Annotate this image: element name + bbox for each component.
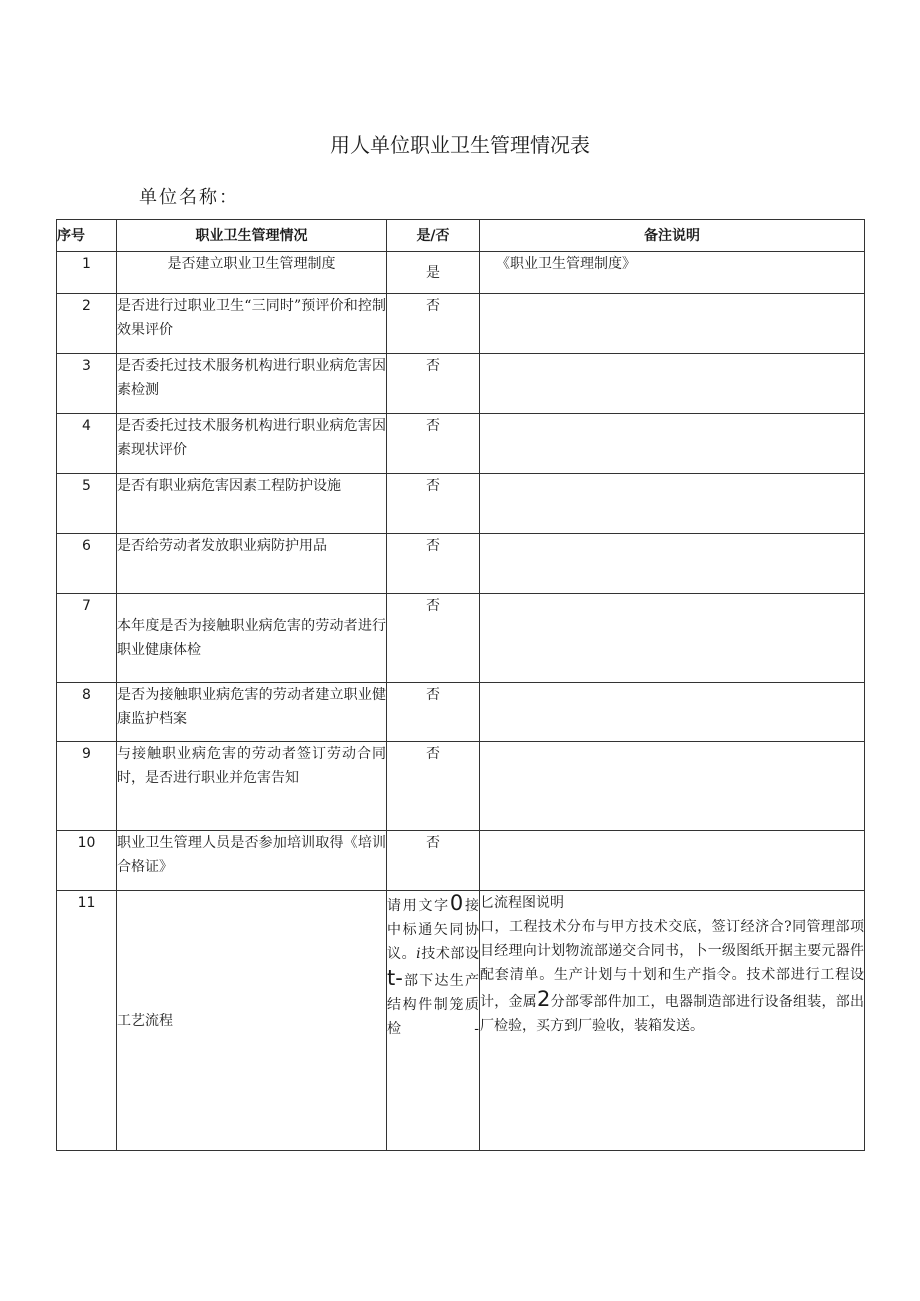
table-row <box>57 534 865 594</box>
row-note <box>480 534 865 594</box>
row-yes-no: 否 <box>387 683 480 742</box>
row-no: 4 <box>57 414 117 474</box>
unit-name-label: 单位名称： <box>139 187 239 208</box>
table-header-row <box>57 220 865 252</box>
flow-text-part: 0 <box>449 891 464 915</box>
row-item: 是否给劳动者发放职业病防护用品 <box>117 534 387 594</box>
row-item: 职业卫生管理人员是否参加培训取得《培训合格证》 <box>117 831 387 891</box>
row-note <box>480 831 865 891</box>
row-note <box>480 414 865 474</box>
table-row-process-flow <box>57 891 865 1151</box>
header-no: 序号 <box>57 220 117 252</box>
table-row <box>57 474 865 534</box>
flow-text-part: 部下达生产结构件制笼质检- <box>387 973 479 1037</box>
row-no: 8 <box>57 683 117 742</box>
table-row <box>57 683 865 742</box>
flow-text-part: 请用文字 <box>387 898 450 914</box>
flow-description-part: 口，工程技术分布与甲方技术交底，签订经济合?同管理部项目经理向计划物流部递交合同书，卜一级图纸开据主要元器件配套清单。生产计划与十划和生产指令。技术部进行工程设计，金属 <box>480 919 864 1010</box>
flow-description-cell <box>480 891 865 1151</box>
row-item: 是否委托过技术服务机构进行职业病危害因素现状评价 <box>117 414 387 474</box>
header-item: 职业卫生管理情况 <box>117 220 387 252</box>
table-row <box>57 294 865 354</box>
flow-text-part: 接中标通矢同协议。 <box>387 898 480 962</box>
row-note <box>480 354 865 414</box>
flow-text-part: t- <box>387 966 403 990</box>
table-row <box>57 831 865 891</box>
table-row <box>57 252 865 294</box>
row-note <box>480 294 865 354</box>
row-yes-no: 否 <box>387 831 480 891</box>
row-yes-no: 否 <box>387 294 480 354</box>
header-note: 备注说明 <box>480 220 865 252</box>
row-item: 本年度是否为接触职业病危害的劳动者进行职业健康体检 <box>117 594 387 683</box>
row-item: 是否有职业病危害因素工程防护设施 <box>117 474 387 534</box>
row-no: 2 <box>57 294 117 354</box>
row-item: 是否建立职业卫生管理制度 <box>117 252 387 294</box>
flow-text-part: i <box>416 946 421 962</box>
row-yes-no: 否 <box>387 474 480 534</box>
header-yes-no: 是/否 <box>387 220 480 252</box>
flow-description-heading: 匕流程图说明 <box>480 895 564 911</box>
row-item: 是否委托过技术服务机构进行职业病危害因素检测 <box>117 354 387 414</box>
table-row <box>57 414 865 474</box>
row-no: 7 <box>57 594 117 683</box>
table-row <box>57 354 865 414</box>
row-yes-no: 否 <box>387 414 480 474</box>
row-item: 与接触职业病危害的劳动者签订劳动合同时，是否进行职业并危害告知 <box>117 742 387 831</box>
row-no: 6 <box>57 534 117 594</box>
management-table <box>56 219 865 1151</box>
flow-text-cell <box>387 891 480 1151</box>
flow-description-part: 分部零部件加工，电器制造部进行设备组装，部出厂检验，买方到厂验收，装箱发送。 <box>480 994 865 1034</box>
row-no: 5 <box>57 474 117 534</box>
row-note: 《职业卫生管理制度》 <box>480 252 865 294</box>
row-yes-no: 否 <box>387 594 480 683</box>
row-yes-no: 否 <box>387 742 480 831</box>
row-yes-no: 否 <box>387 354 480 414</box>
flow-text-part: 技术部设 <box>420 946 479 962</box>
row-item: 是否进行过职业卫生“三同时”预评价和控制效果评价 <box>117 294 387 354</box>
row-item: 工艺流程 <box>117 891 387 1151</box>
row-note <box>480 683 865 742</box>
row-note <box>480 594 865 683</box>
row-item: 是否为接触职业病危害的劳动者建立职业健康监护档案 <box>117 683 387 742</box>
row-no: 1 <box>57 252 117 294</box>
row-no: 9 <box>57 742 117 831</box>
row-no: 10 <box>57 831 117 891</box>
row-yes-no: 否 <box>387 534 480 594</box>
flow-description-part: 2 <box>537 987 551 1011</box>
row-no: 11 <box>57 891 117 1151</box>
table-row <box>57 594 865 683</box>
row-note <box>480 742 865 831</box>
row-no: 3 <box>57 354 117 414</box>
page-title: 用人单位职业卫生管理情况表 <box>330 133 590 157</box>
row-note <box>480 474 865 534</box>
row-yes-no: 是 <box>387 252 480 294</box>
table-row <box>57 742 865 831</box>
